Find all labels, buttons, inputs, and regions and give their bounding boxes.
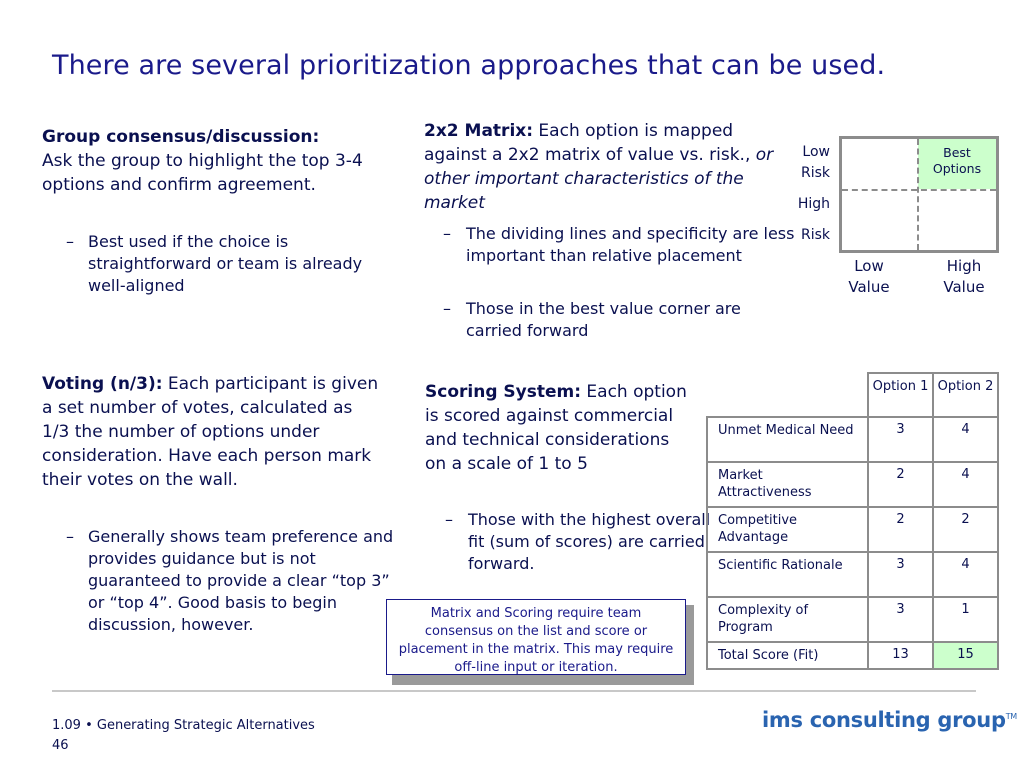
dash-icon: – — [443, 224, 451, 243]
matrix-text — [424, 119, 779, 215]
group-consensus-heading: Group consensus/discussion: — [42, 127, 320, 147]
scoring-table — [706, 372, 999, 670]
dash-icon: – — [66, 232, 74, 251]
footer-divider — [52, 690, 976, 692]
matrix-bullet-2: – Those in the best value corner are carried forward — [443, 299, 741, 340]
voting-bullet: – Generally shows team preference and provides guidance but is not guaranteed to provide a clear “top 3” or “top 4”. Good basis to begin discussion, however. — [66, 527, 394, 634]
logo-text: ims consulting group — [762, 708, 1006, 732]
option-2-total: 15 — [933, 642, 998, 669]
row-label: Total Score (Fit) — [707, 642, 868, 669]
page-title: There are several prioritization approaches that can be used. — [52, 50, 886, 81]
company-logo — [762, 708, 1017, 732]
matrix-grid — [839, 136, 999, 253]
matrix-vertical-divider — [917, 139, 919, 250]
table-row — [707, 597, 998, 642]
row-label: Unmet Medical Need — [707, 417, 868, 462]
high-label: High — [797, 196, 830, 212]
dash-icon: – — [445, 510, 453, 529]
option-1-score: 2 — [868, 462, 933, 507]
column-header-option-2: Option 2 — [933, 373, 998, 417]
row-label: Complexity of Program — [707, 597, 868, 642]
matrix-italic: or other important characteristics of the market — [424, 145, 774, 213]
row-label: Market Attractiveness — [707, 462, 868, 507]
option-2-score: 1 — [933, 597, 998, 642]
table-row — [707, 462, 998, 507]
low-risk-label: Low Risk — [800, 144, 830, 181]
option-1-score: 2 — [868, 507, 933, 552]
matrix-horizontal-divider — [842, 189, 996, 191]
group-consensus-bullet: – Best used if the choice is straightforward or team is already well-aligned — [66, 232, 363, 295]
row-label: Competitive Advantage — [707, 507, 868, 552]
high-value-label: High Value — [943, 257, 985, 296]
group-consensus-text — [42, 125, 392, 197]
table-row — [707, 507, 998, 552]
footer — [52, 716, 315, 756]
table-row — [707, 552, 998, 597]
best-options-cell: Best Options — [918, 139, 996, 189]
option-1-total: 13 — [868, 642, 933, 669]
row-label: Scientific Rationale — [707, 552, 868, 597]
option-1-score: 3 — [868, 597, 933, 642]
dash-icon: – — [443, 299, 451, 318]
low-value-label: Low Value — [848, 257, 890, 296]
column-header-option-1: Option 1 — [868, 373, 933, 417]
scoring-text — [425, 380, 693, 476]
option-2-score: 4 — [933, 552, 998, 597]
trademark-mark: TM — [1005, 712, 1017, 721]
callout-box: Matrix and Scoring require team consensus on the list and score or placement in the matrix. This may require off-line input or iteration. — [386, 599, 686, 675]
matrix-heading: 2x2 Matrix: — [424, 121, 534, 141]
scoring-bullet: – Those with the highest overall fit (sum of scores) are carried forward. — [445, 510, 711, 573]
matrix-bullet-1: – The dividing lines and specificity are less important than relative placement — [443, 224, 795, 265]
option-2-score: 4 — [933, 462, 998, 507]
scoring-body: Each option is scored against commercial and technical considerations on a scale of 1 to 5 — [425, 382, 687, 474]
option-1-score: 3 — [868, 417, 933, 462]
voting-heading: Voting (n/3): — [42, 374, 163, 394]
table-header-row — [707, 373, 998, 417]
table-row — [707, 417, 998, 462]
option-2-score: 2 — [933, 507, 998, 552]
matrix-body: Each option is mapped against a 2x2 matrix of value vs. risk., — [424, 121, 756, 165]
risk-label: Risk — [800, 227, 830, 243]
option-1-score: 3 — [868, 552, 933, 597]
page-number: 46 — [52, 738, 69, 753]
dash-icon: – — [66, 527, 74, 546]
option-2-score: 4 — [933, 417, 998, 462]
voting-text — [42, 372, 382, 492]
voting-body: Each participant is given a set number of votes, calculated as 1/3 the number of options under consideration. Have each person mark their votes on the wall. — [42, 374, 379, 490]
group-consensus-body: Ask the group to highlight the top 3-4 options and confirm agreement. — [42, 151, 363, 195]
scoring-heading: Scoring System: — [425, 382, 582, 402]
table-total-row — [707, 642, 998, 669]
table-corner — [707, 373, 868, 417]
footer-section: 1.09 • Generating Strategic Alternatives — [52, 718, 315, 733]
